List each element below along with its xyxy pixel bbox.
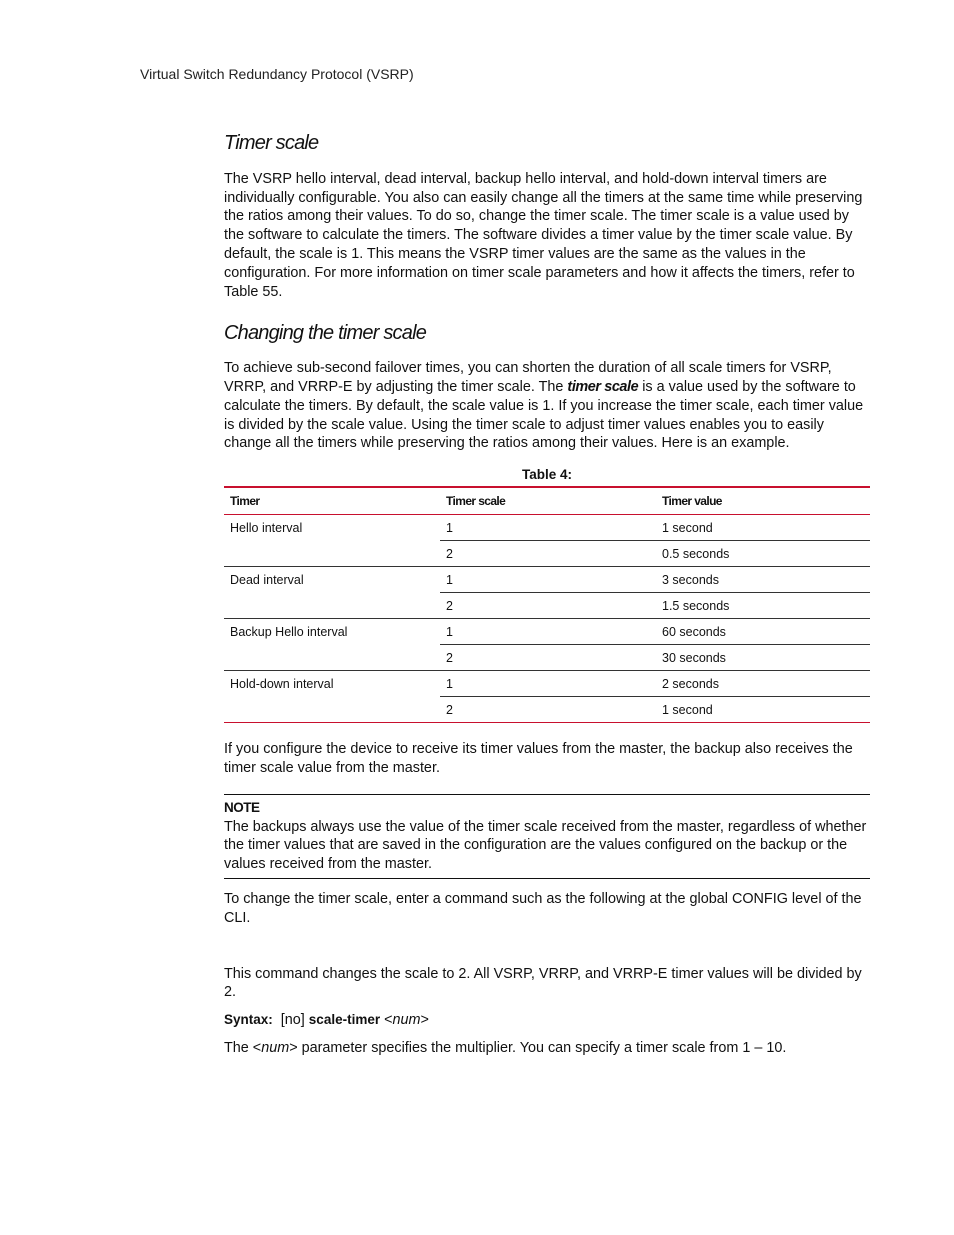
page-content: [224, 130, 870, 1058]
param-text-before: The <: [224, 1039, 262, 1056]
timer-value-cell: 1.5 seconds: [656, 593, 870, 619]
table-row: [224, 619, 870, 645]
timer-value-cell: 60 seconds: [656, 619, 870, 645]
syntax-keyword: scale-timer: [308, 1012, 381, 1028]
timer-scale-cell: 1: [440, 671, 656, 697]
parameter-paragraph: [224, 1039, 870, 1058]
table-header-row: [224, 487, 870, 515]
timer-value-cell: 3 seconds: [656, 567, 870, 593]
timer-scale-cell: 2: [446, 703, 453, 718]
timer-scale-cell: 2: [440, 645, 656, 671]
timer-value-cell: 1 second: [662, 703, 713, 718]
timer-scale-cell: 2: [440, 541, 656, 567]
table-row: [224, 567, 870, 593]
command-effect-paragraph: This command changes the scale to 2. All VSRP, VRRP, and VRRP-E timer values will be divided by 2.: [224, 965, 862, 1001]
syntax-arg: num: [392, 1012, 421, 1029]
after-table-paragraph: If you configure the device to receive its timer values from the master, the backup also receives the timer scale value from the master.: [224, 741, 853, 776]
timer-value-cell: 0.5 seconds: [656, 541, 870, 567]
note-label: NOTE: [224, 799, 260, 815]
table-row: [224, 671, 870, 697]
section-heading-timer-scale: Timer scale: [224, 132, 319, 154]
timer-scale-table: [224, 486, 870, 723]
change-instructions-paragraph: To change the timer scale, enter a command such as the following at the global CONFIG level of the CLI.: [224, 890, 862, 926]
timer-scale-cell: 1: [440, 515, 656, 541]
term-timer-scale: timer scale: [567, 378, 639, 395]
changing-timer-scale-paragraph: [224, 359, 870, 453]
paragraph-text: To achieve sub-second failover times, you can shorten the duration of all scale timers for VSRP, VRRP, and VRRP-E by adjusting the timer scale. The: [224, 360, 832, 395]
param-text-after: > parameter specifies the multiplier. You can specify a timer scale from 1 – 10.: [289, 1039, 787, 1056]
syntax-label: Syntax:: [224, 1012, 273, 1028]
timer-scale-cell: 2: [440, 593, 656, 619]
syntax-arg-close: >: [420, 1012, 429, 1029]
note-box: [224, 794, 870, 879]
param-arg: num: [261, 1039, 290, 1056]
running-header: Virtual Switch Redundancy Protocol (VSRP): [140, 66, 414, 82]
header-timer: Timer: [224, 487, 440, 515]
timer-scale-paragraph: The VSRP hello interval, dead interval, backup hello interval, and hold-down interval timers are individually configurable. You also can easily change all the timers at the same time while preserving the ratios among their values. To do so, change the timer scale. The timer scale is a value used by the software to calculate the timers. The software divides a timer value by the timer scale value. By default, the scale is 1. This means the VSRP timer values are the same as the values in the configuration. For more information on timer scale parameters and how it affects the timers, refer to Table 55.: [224, 170, 863, 300]
timer-value-cell: 2 seconds: [656, 671, 870, 697]
timer-value-cell: 1 second: [656, 515, 870, 541]
paragraph-text: is a value used by the software to calculate the timers. By default, the scale value is 1. If you increase the timer scale, each timer value is divided by the scale value. Using the timer scale to adjust timer values enables you to easily change all the timers while preserving the ratios among their values. Here is an example.: [224, 378, 864, 452]
timer-value-cell: 30 seconds: [656, 645, 870, 671]
note-text: The backups always use the value of the timer scale received from the master, regardless of whether the timer values that are saved in the configuration are the values configured on the backup or the values received from the master.: [224, 818, 867, 873]
section-heading-changing-timer-scale: Changing the timer scale: [224, 322, 427, 345]
syntax-arg-open: <: [384, 1012, 393, 1029]
syntax-line: [224, 1011, 870, 1030]
syntax-no: [no]: [280, 1012, 305, 1029]
timer-name: Hold-down interval: [230, 677, 334, 692]
timer-name: Dead interval: [224, 567, 440, 619]
timer-scale-cell: 1: [440, 619, 656, 645]
table-title: Table 4:: [521, 467, 572, 483]
header-timer-value: Timer value: [656, 487, 870, 515]
timer-scale-cell: 1: [440, 567, 656, 593]
timer-name: Backup Hello interval: [224, 619, 440, 671]
table-row: [224, 515, 870, 541]
header-timer-scale: Timer scale: [440, 487, 656, 515]
timer-name: Hello interval: [224, 515, 440, 567]
